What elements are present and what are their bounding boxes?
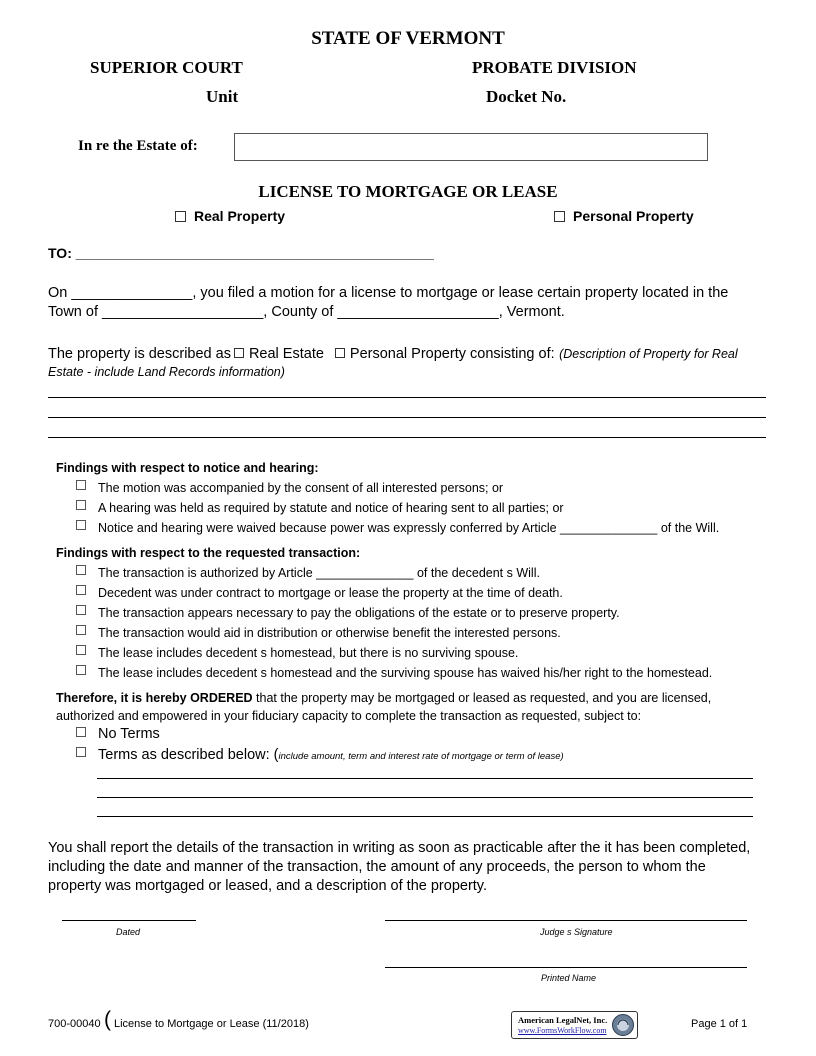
legalnet-logo[interactable]	[511, 1011, 638, 1039]
personal-property-desc-label: Personal Property consisting of:	[349, 346, 555, 362]
no-terms-label: No Terms	[98, 726, 160, 742]
transaction-checkbox-6[interactable]	[76, 665, 86, 675]
description-note-2: Estate - include Land Records information)	[48, 365, 285, 379]
notice-item-2: A hearing was held as required by statute and notice of hearing sent to all parties; or	[98, 501, 564, 515]
order-line-2: authorized and empowered in your fiduciary capacity to complete the transaction as requested, subject to:	[56, 709, 642, 723]
form-title: LICENSE TO MORTGAGE OR LEASE	[258, 182, 558, 201]
description-rule-1[interactable]	[48, 397, 766, 398]
logo-company: American LegalNet, Inc.	[518, 1015, 608, 1025]
transaction-item-2: Decedent was under contract to mortgage or lease the property at the time of death.	[98, 586, 563, 600]
division-heading: PROBATE DIVISION	[472, 58, 637, 77]
notice-item-1: The motion was accompanied by the consent of all interested persons; or	[98, 481, 504, 495]
description-note-1: (Description of Property for Real	[559, 347, 738, 361]
motion-line-2: Town of ____________________, County of ____________________, Vermont.	[48, 304, 565, 320]
form-name: License to Mortgage or Lease (11/2018)	[114, 1018, 309, 1030]
terms-rule-1[interactable]	[97, 778, 753, 779]
description-rule-2[interactable]	[48, 417, 766, 418]
order-line-1	[56, 691, 711, 705]
globe-icon	[611, 1013, 635, 1037]
footer-paren: (	[104, 1008, 111, 1031]
terms-rule-2[interactable]	[97, 797, 753, 798]
personal-property-checkbox[interactable]	[554, 211, 565, 222]
description-line	[48, 345, 738, 363]
report-line-2: including the date and manner of the transaction, the amount of any proceeds, the person to whom the	[48, 859, 706, 875]
notice-item-3: Notice and hearing were waived because power was expressly conferred by Article ______________ of the Will.	[98, 521, 720, 535]
order-text-1: that the property may be mortgaged or leased as requested, and you are licensed,	[252, 691, 712, 705]
judge-signature-caption: Judge s Signature	[540, 927, 613, 937]
estate-name-field[interactable]	[234, 133, 708, 161]
real-property-checkbox[interactable]	[175, 211, 186, 222]
terms-note: include amount, term and interest rate of mortgage or term of lease)	[278, 751, 564, 762]
real-property-option[interactable]	[175, 208, 285, 224]
real-estate-label: Real Estate	[248, 346, 324, 362]
motion-line-1: On _______________, you filed a motion for a license to mortgage or lease certain property located in the	[48, 285, 729, 301]
description-rule-3[interactable]	[48, 437, 766, 438]
judge-signature-line[interactable]	[385, 920, 747, 921]
report-line-1: You shall report the details of the transaction in writing as soon as practicable after the it has been completed,	[48, 840, 751, 856]
transaction-item-6: The lease includes decedent s homestead and the surviving spouse has waived his/her right to the homestead.	[98, 666, 713, 680]
real-property-label: Real Property	[194, 208, 286, 224]
logo-url[interactable]: www.FormsWorkFlow.com	[518, 1026, 607, 1035]
transaction-item-1: The transaction is authorized by Article ______________ of the decedent s Will.	[98, 566, 540, 580]
notice-checkbox-3[interactable]	[76, 520, 86, 530]
terms-checkbox[interactable]	[76, 747, 86, 757]
personal-property-option[interactable]	[554, 208, 694, 224]
to-line[interactable]: TO: ______________________________________________	[48, 245, 434, 261]
transaction-checkbox-5[interactable]	[76, 645, 86, 655]
report-line-3: property was mortgaged or leased, and a description of the property.	[48, 878, 488, 894]
page-number: Page 1 of 1	[691, 1018, 748, 1030]
transaction-checkbox-2[interactable]	[76, 585, 86, 595]
real-estate-checkbox[interactable]	[234, 348, 244, 358]
personal-property-desc-checkbox[interactable]	[335, 348, 345, 358]
terms-label: Terms as described below: (	[98, 747, 279, 763]
terms-line	[98, 746, 564, 764]
printed-name-caption: Printed Name	[541, 973, 597, 983]
notice-checkbox-1[interactable]	[76, 480, 86, 490]
transaction-checkbox-1[interactable]	[76, 565, 86, 575]
dated-line[interactable]	[62, 920, 196, 921]
transaction-item-4: The transaction would aid in distribution or otherwise benefit the interested persons.	[98, 626, 561, 640]
form-number: 700-00040	[48, 1018, 101, 1030]
order-bold: Therefore, it is hereby ORDERED	[56, 691, 253, 705]
transaction-item-5: The lease includes decedent s homestead, but there is no surviving spouse.	[98, 646, 519, 660]
unit-label: Unit	[206, 87, 239, 106]
transaction-checkbox-3[interactable]	[76, 605, 86, 615]
personal-property-label: Personal Property	[573, 208, 694, 224]
state-heading: STATE OF VERMONT	[311, 28, 505, 49]
transaction-findings-heading: Findings with respect to the requested transaction:	[56, 546, 361, 560]
terms-rule-3[interactable]	[97, 816, 753, 817]
printed-name-line[interactable]	[385, 967, 747, 968]
dated-caption: Dated	[116, 927, 141, 937]
notice-checkbox-2[interactable]	[76, 500, 86, 510]
transaction-item-3: The transaction appears necessary to pay the obligations of the estate or to preserve property.	[98, 606, 620, 620]
docket-label: Docket No.	[486, 87, 567, 106]
court-heading: SUPERIOR COURT	[90, 58, 243, 77]
notice-findings-heading: Findings with respect to notice and hearing:	[56, 461, 319, 475]
no-terms-checkbox[interactable]	[76, 727, 86, 737]
estate-label: In re the Estate of:	[78, 138, 198, 154]
description-lead: The property is described as	[48, 346, 231, 362]
transaction-checkbox-4[interactable]	[76, 625, 86, 635]
